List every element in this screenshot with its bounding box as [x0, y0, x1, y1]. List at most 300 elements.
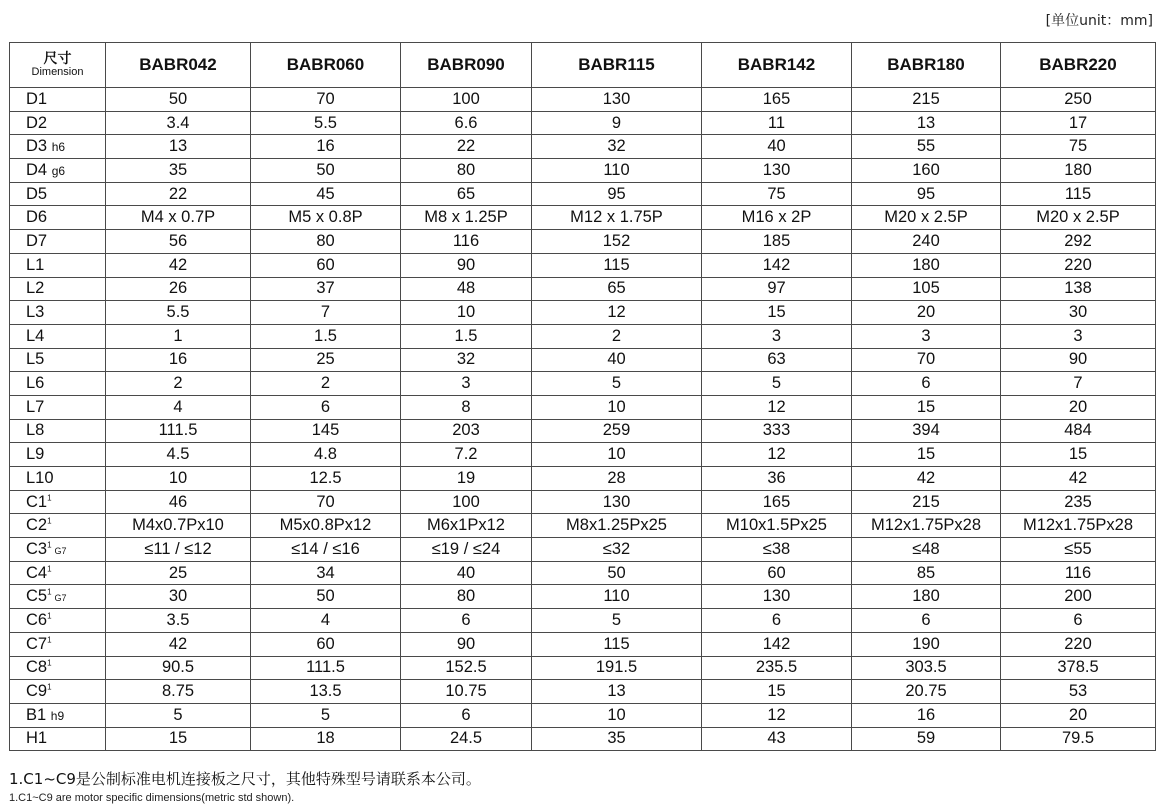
table-cell: M8x1.25Px25	[532, 514, 702, 538]
table-row	[10, 324, 1156, 348]
table-cell: 40	[401, 561, 532, 585]
table-cell: 5	[106, 703, 251, 727]
table-cell: 5.5	[251, 111, 401, 135]
table-cell: 180	[852, 253, 1001, 277]
table-cell: 28	[532, 467, 702, 491]
table-cell: 2	[106, 372, 251, 396]
table-cell: 3.4	[106, 111, 251, 135]
row-label-text: C3	[26, 539, 48, 558]
row-label-text: C8	[26, 658, 48, 677]
row-label	[10, 419, 106, 443]
table-cell: 4	[106, 395, 251, 419]
table-cell: 60	[251, 253, 401, 277]
row-label-text: D1	[26, 89, 48, 108]
table-cell: 25	[251, 348, 401, 372]
footnote-marker: 1	[47, 587, 52, 597]
row-label-text: L7	[26, 397, 45, 416]
table-cell: 11	[702, 111, 852, 135]
table-cell: M10x1.5Px25	[702, 514, 852, 538]
table-cell: 90.5	[106, 656, 251, 680]
row-label-text: D5	[26, 184, 48, 203]
table-cell: 1.5	[401, 324, 532, 348]
table-cell: M12 x 1.75P	[532, 206, 702, 230]
table-cell: 240	[852, 230, 1001, 254]
row-label	[10, 490, 106, 514]
row-label-text: L6	[26, 374, 45, 393]
table-cell: 2	[532, 324, 702, 348]
row-label	[10, 230, 106, 254]
row-label	[10, 135, 106, 159]
table-cell: 5	[532, 609, 702, 633]
table-cell: 59	[852, 727, 1001, 751]
table-cell: 40	[532, 348, 702, 372]
table-cell: 13	[106, 135, 251, 159]
table-cell: 3	[401, 372, 532, 396]
table-row	[10, 467, 1156, 491]
table-cell: 200	[1001, 585, 1156, 609]
table-cell: 15	[702, 680, 852, 704]
table-cell: 7.2	[401, 443, 532, 467]
row-label	[10, 301, 106, 325]
table-cell: 215	[852, 88, 1001, 112]
table-cell: 12	[532, 301, 702, 325]
table-cell: 60	[251, 632, 401, 656]
table-cell: 80	[401, 159, 532, 183]
table-row	[10, 182, 1156, 206]
table-cell: 80	[251, 230, 401, 254]
table-cell: M16 x 2P	[702, 206, 852, 230]
table-cell: 116	[401, 230, 532, 254]
row-label	[10, 703, 106, 727]
table-cell: 259	[532, 419, 702, 443]
row-label	[10, 656, 106, 680]
table-row	[10, 727, 1156, 751]
unit-label: [单位unit：mm]	[1045, 13, 1153, 29]
table-cell: 95	[852, 182, 1001, 206]
table-cell: 7	[1001, 372, 1156, 396]
tolerance-class: G7	[54, 545, 67, 556]
table-cell: 191.5	[532, 656, 702, 680]
table-row	[10, 609, 1156, 633]
table-cell: 6	[401, 609, 532, 633]
table-cell: 484	[1001, 419, 1156, 443]
table-cell: 32	[401, 348, 532, 372]
table-cell: 70	[251, 490, 401, 514]
table-cell: 65	[401, 182, 532, 206]
table-cell: 8	[401, 395, 532, 419]
table-row	[10, 253, 1156, 277]
table-cell: M6x1Px12	[401, 514, 532, 538]
footnote-en: 1.C1~C9 are motor specific dimensions(metric std shown).	[9, 792, 295, 804]
table-cell: 152.5	[401, 656, 532, 680]
table-cell: 333	[702, 419, 852, 443]
model-header-babr060: BABR060	[251, 43, 401, 88]
tolerance-grade: g6	[51, 163, 66, 178]
row-label-text: C9	[26, 682, 48, 701]
row-label	[10, 348, 106, 372]
table-cell: M5 x 0.8P	[251, 206, 401, 230]
row-label	[10, 88, 106, 112]
table-cell: 12.5	[251, 467, 401, 491]
table-cell: 97	[702, 277, 852, 301]
row-label	[10, 680, 106, 704]
table-cell: 65	[532, 277, 702, 301]
model-header-babr220: BABR220	[1001, 43, 1156, 88]
table-cell: 20	[852, 301, 1001, 325]
table-cell: 5	[702, 372, 852, 396]
dimension-header	[10, 43, 106, 88]
row-label-text: D2	[26, 113, 48, 132]
footnote-marker: 1	[47, 611, 52, 621]
table-cell: 85	[852, 561, 1001, 585]
table-cell: 100	[401, 88, 532, 112]
table-cell: 42	[1001, 467, 1156, 491]
row-label	[10, 253, 106, 277]
table-cell: 22	[401, 135, 532, 159]
row-label-text: C7	[26, 634, 48, 653]
table-cell: 16	[106, 348, 251, 372]
table-row	[10, 301, 1156, 325]
table-body	[10, 88, 1156, 751]
footnote-marker: 1	[47, 658, 52, 668]
table-header-row	[10, 43, 1156, 88]
table-cell: 6	[852, 372, 1001, 396]
table-row	[10, 585, 1156, 609]
table-cell: 20.75	[852, 680, 1001, 704]
table-cell: 5	[532, 372, 702, 396]
table-cell: 180	[852, 585, 1001, 609]
footnote-marker: 1	[47, 516, 52, 526]
table-cell: 25	[106, 561, 251, 585]
row-label-text: L1	[26, 255, 45, 274]
table-cell: 22	[106, 182, 251, 206]
table-cell: 160	[852, 159, 1001, 183]
table-cell: 15	[702, 301, 852, 325]
table-cell: 15	[106, 727, 251, 751]
footnote-marker: 1	[47, 682, 52, 692]
table-cell: 30	[106, 585, 251, 609]
table-cell: 15	[852, 395, 1001, 419]
table-cell: 90	[401, 253, 532, 277]
row-label	[10, 395, 106, 419]
table-cell: 303.5	[852, 656, 1001, 680]
row-label	[10, 372, 106, 396]
table-cell: 35	[532, 727, 702, 751]
table-cell: 115	[532, 632, 702, 656]
table-cell: 20	[1001, 395, 1156, 419]
row-label-text: L9	[26, 445, 45, 464]
table-cell: 235.5	[702, 656, 852, 680]
row-label-text: L3	[26, 303, 45, 322]
row-label-text: D6	[26, 208, 48, 227]
table-cell: 180	[1001, 159, 1156, 183]
table-cell: ≤14 / ≤16	[251, 538, 401, 562]
table-cell: 235	[1001, 490, 1156, 514]
table-cell: 12	[702, 443, 852, 467]
table-cell: M12x1.75Px28	[1001, 514, 1156, 538]
table-cell: ≤19 / ≤24	[401, 538, 532, 562]
tolerance-grade: h9	[50, 708, 65, 723]
table-row	[10, 514, 1156, 538]
table-cell: ≤48	[852, 538, 1001, 562]
table-row	[10, 372, 1156, 396]
table-row	[10, 277, 1156, 301]
row-label	[10, 727, 106, 751]
row-label-text: H1	[26, 729, 48, 748]
table-cell: 6	[852, 609, 1001, 633]
table-row	[10, 538, 1156, 562]
table-cell: 6	[702, 609, 852, 633]
table-cell: 43	[702, 727, 852, 751]
table-row	[10, 206, 1156, 230]
footnote-marker: 1	[47, 564, 52, 574]
table-cell: ≤11 / ≤12	[106, 538, 251, 562]
table-cell: 15	[852, 443, 1001, 467]
row-label-text: C6	[26, 610, 48, 629]
table-cell: 130	[532, 88, 702, 112]
table-row	[10, 632, 1156, 656]
table-row	[10, 135, 1156, 159]
table-cell: 70	[251, 88, 401, 112]
row-label-text: L10	[26, 468, 54, 487]
table-cell: 6	[401, 703, 532, 727]
row-label	[10, 467, 106, 491]
table-row	[10, 230, 1156, 254]
row-label	[10, 609, 106, 633]
footnote-zh: 1.C1~C9是公制标准电机连接板之尺寸，其他特殊型号请联系本公司。	[9, 770, 481, 788]
table-cell: 5.5	[106, 301, 251, 325]
table-cell: 37	[251, 277, 401, 301]
table-row	[10, 561, 1156, 585]
table-cell: 7	[251, 301, 401, 325]
table-cell: 110	[532, 585, 702, 609]
table-cell: 3	[1001, 324, 1156, 348]
row-label	[10, 277, 106, 301]
row-label-text: D3	[26, 137, 48, 156]
table-cell: 130	[702, 585, 852, 609]
row-label-text: L4	[26, 326, 45, 345]
table-cell: 145	[251, 419, 401, 443]
table-cell: 79.5	[1001, 727, 1156, 751]
table-cell: 185	[702, 230, 852, 254]
table-cell: 165	[702, 490, 852, 514]
footnotes	[9, 768, 481, 804]
table-cell: 63	[702, 348, 852, 372]
table-row	[10, 111, 1156, 135]
table-cell: 13	[532, 680, 702, 704]
dimension-table	[9, 42, 1156, 751]
table-cell: 4.8	[251, 443, 401, 467]
row-label	[10, 111, 106, 135]
dimension-header-en: Dimension	[31, 65, 84, 78]
tolerance-grade: h6	[51, 140, 66, 155]
footnote-marker: 1	[47, 635, 52, 645]
table-cell: 1.5	[251, 324, 401, 348]
table-cell: 42	[852, 467, 1001, 491]
table-cell: 75	[1001, 135, 1156, 159]
table-row	[10, 395, 1156, 419]
table-cell: 10.75	[401, 680, 532, 704]
table-cell: 16	[852, 703, 1001, 727]
table-cell: 105	[852, 277, 1001, 301]
table-cell: 142	[702, 632, 852, 656]
table-cell: 220	[1001, 253, 1156, 277]
table-cell: 42	[106, 253, 251, 277]
row-label-text: D4	[26, 160, 48, 179]
row-label-text: C4	[26, 563, 48, 582]
row-label	[10, 324, 106, 348]
row-label	[10, 206, 106, 230]
table-cell: 34	[251, 561, 401, 585]
model-header-babr142: BABR142	[702, 43, 852, 88]
table-cell: M20 x 2.5P	[852, 206, 1001, 230]
table-cell: 250	[1001, 88, 1156, 112]
footnote-marker: 1	[47, 540, 52, 550]
model-header-babr042: BABR042	[106, 43, 251, 88]
table-cell: 215	[852, 490, 1001, 514]
table-cell: 1	[106, 324, 251, 348]
row-label-text: L5	[26, 350, 45, 369]
row-label	[10, 632, 106, 656]
table-cell: ≤38	[702, 538, 852, 562]
table-cell: 5	[251, 703, 401, 727]
table-row	[10, 159, 1156, 183]
row-label	[10, 514, 106, 538]
table-cell: 80	[401, 585, 532, 609]
table-cell: 56	[106, 230, 251, 254]
table-cell: 116	[1001, 561, 1156, 585]
table-row	[10, 703, 1156, 727]
row-label	[10, 585, 106, 609]
table-cell: 24.5	[401, 727, 532, 751]
table-cell: 50	[251, 159, 401, 183]
table-cell: 36	[702, 467, 852, 491]
table-cell: 130	[532, 490, 702, 514]
table-cell: 46	[106, 490, 251, 514]
table-cell: 220	[1001, 632, 1156, 656]
table-cell: 8.75	[106, 680, 251, 704]
row-label-text: L2	[26, 279, 45, 298]
table-cell: 394	[852, 419, 1001, 443]
table-cell: 50	[251, 585, 401, 609]
table-cell: 12	[702, 395, 852, 419]
table-cell: 190	[852, 632, 1001, 656]
table-cell: 18	[251, 727, 401, 751]
table-cell: 45	[251, 182, 401, 206]
row-label	[10, 443, 106, 467]
table-cell: 111.5	[251, 656, 401, 680]
table-row	[10, 443, 1156, 467]
table-cell: 12	[702, 703, 852, 727]
table-cell: 2	[251, 372, 401, 396]
table-cell: 6	[1001, 609, 1156, 633]
table-cell: 60	[702, 561, 852, 585]
table-cell: M4 x 0.7P	[106, 206, 251, 230]
table-cell: 16	[251, 135, 401, 159]
table-cell: 90	[401, 632, 532, 656]
table-cell: M5x0.8Px12	[251, 514, 401, 538]
table-cell: 292	[1001, 230, 1156, 254]
table-row	[10, 419, 1156, 443]
table-cell: 115	[1001, 182, 1156, 206]
table-cell: 130	[702, 159, 852, 183]
row-label-text: B1	[26, 705, 47, 724]
row-label-text: D7	[26, 231, 48, 250]
table-cell: M8 x 1.25P	[401, 206, 532, 230]
table-cell: 10	[532, 703, 702, 727]
table-cell: 111.5	[106, 419, 251, 443]
table-cell: 6	[251, 395, 401, 419]
table-cell: 48	[401, 277, 532, 301]
table-cell: 53	[1001, 680, 1156, 704]
table-row	[10, 88, 1156, 112]
row-label	[10, 159, 106, 183]
table-cell: 3.5	[106, 609, 251, 633]
row-label-text: C1	[26, 492, 48, 511]
table-cell: 95	[532, 182, 702, 206]
table-cell: 3	[702, 324, 852, 348]
table-row	[10, 490, 1156, 514]
table-cell: 26	[106, 277, 251, 301]
table-cell: 10	[532, 443, 702, 467]
table-cell: M12x1.75Px28	[852, 514, 1001, 538]
table-cell: 4.5	[106, 443, 251, 467]
table-cell: 40	[702, 135, 852, 159]
table-cell: 30	[1001, 301, 1156, 325]
table-cell: M20 x 2.5P	[1001, 206, 1156, 230]
table-cell: 3	[852, 324, 1001, 348]
table-cell: 165	[702, 88, 852, 112]
table-cell: 10	[401, 301, 532, 325]
table-cell: 19	[401, 467, 532, 491]
table-row	[10, 656, 1156, 680]
table-cell: 20	[1001, 703, 1156, 727]
table-cell: 142	[702, 253, 852, 277]
table-cell: 10	[532, 395, 702, 419]
table-cell: 13.5	[251, 680, 401, 704]
row-label	[10, 538, 106, 562]
table-cell: 110	[532, 159, 702, 183]
row-label	[10, 182, 106, 206]
table-cell: 100	[401, 490, 532, 514]
footnote-marker: 1	[47, 493, 52, 503]
table-cell: 10	[106, 467, 251, 491]
model-header-babr180: BABR180	[852, 43, 1001, 88]
table-cell: 13	[852, 111, 1001, 135]
table-cell: 90	[1001, 348, 1156, 372]
row-label-text: C2	[26, 516, 48, 535]
table-cell: 55	[852, 135, 1001, 159]
row-label	[10, 561, 106, 585]
table-cell: 17	[1001, 111, 1156, 135]
table-cell: 42	[106, 632, 251, 656]
table-cell: 4	[251, 609, 401, 633]
table-cell: 203	[401, 419, 532, 443]
model-header-babr090: BABR090	[401, 43, 532, 88]
table-cell: 75	[702, 182, 852, 206]
table-cell: M4x0.7Px10	[106, 514, 251, 538]
table-cell: 152	[532, 230, 702, 254]
table-cell: 35	[106, 159, 251, 183]
table-row	[10, 348, 1156, 372]
row-label-text: C5	[26, 587, 48, 606]
table-cell: ≤32	[532, 538, 702, 562]
dimension-header-zh: 尺寸	[43, 50, 72, 67]
table-cell: 6.6	[401, 111, 532, 135]
table-cell: 70	[852, 348, 1001, 372]
table-cell: 378.5	[1001, 656, 1156, 680]
table-cell: 32	[532, 135, 702, 159]
